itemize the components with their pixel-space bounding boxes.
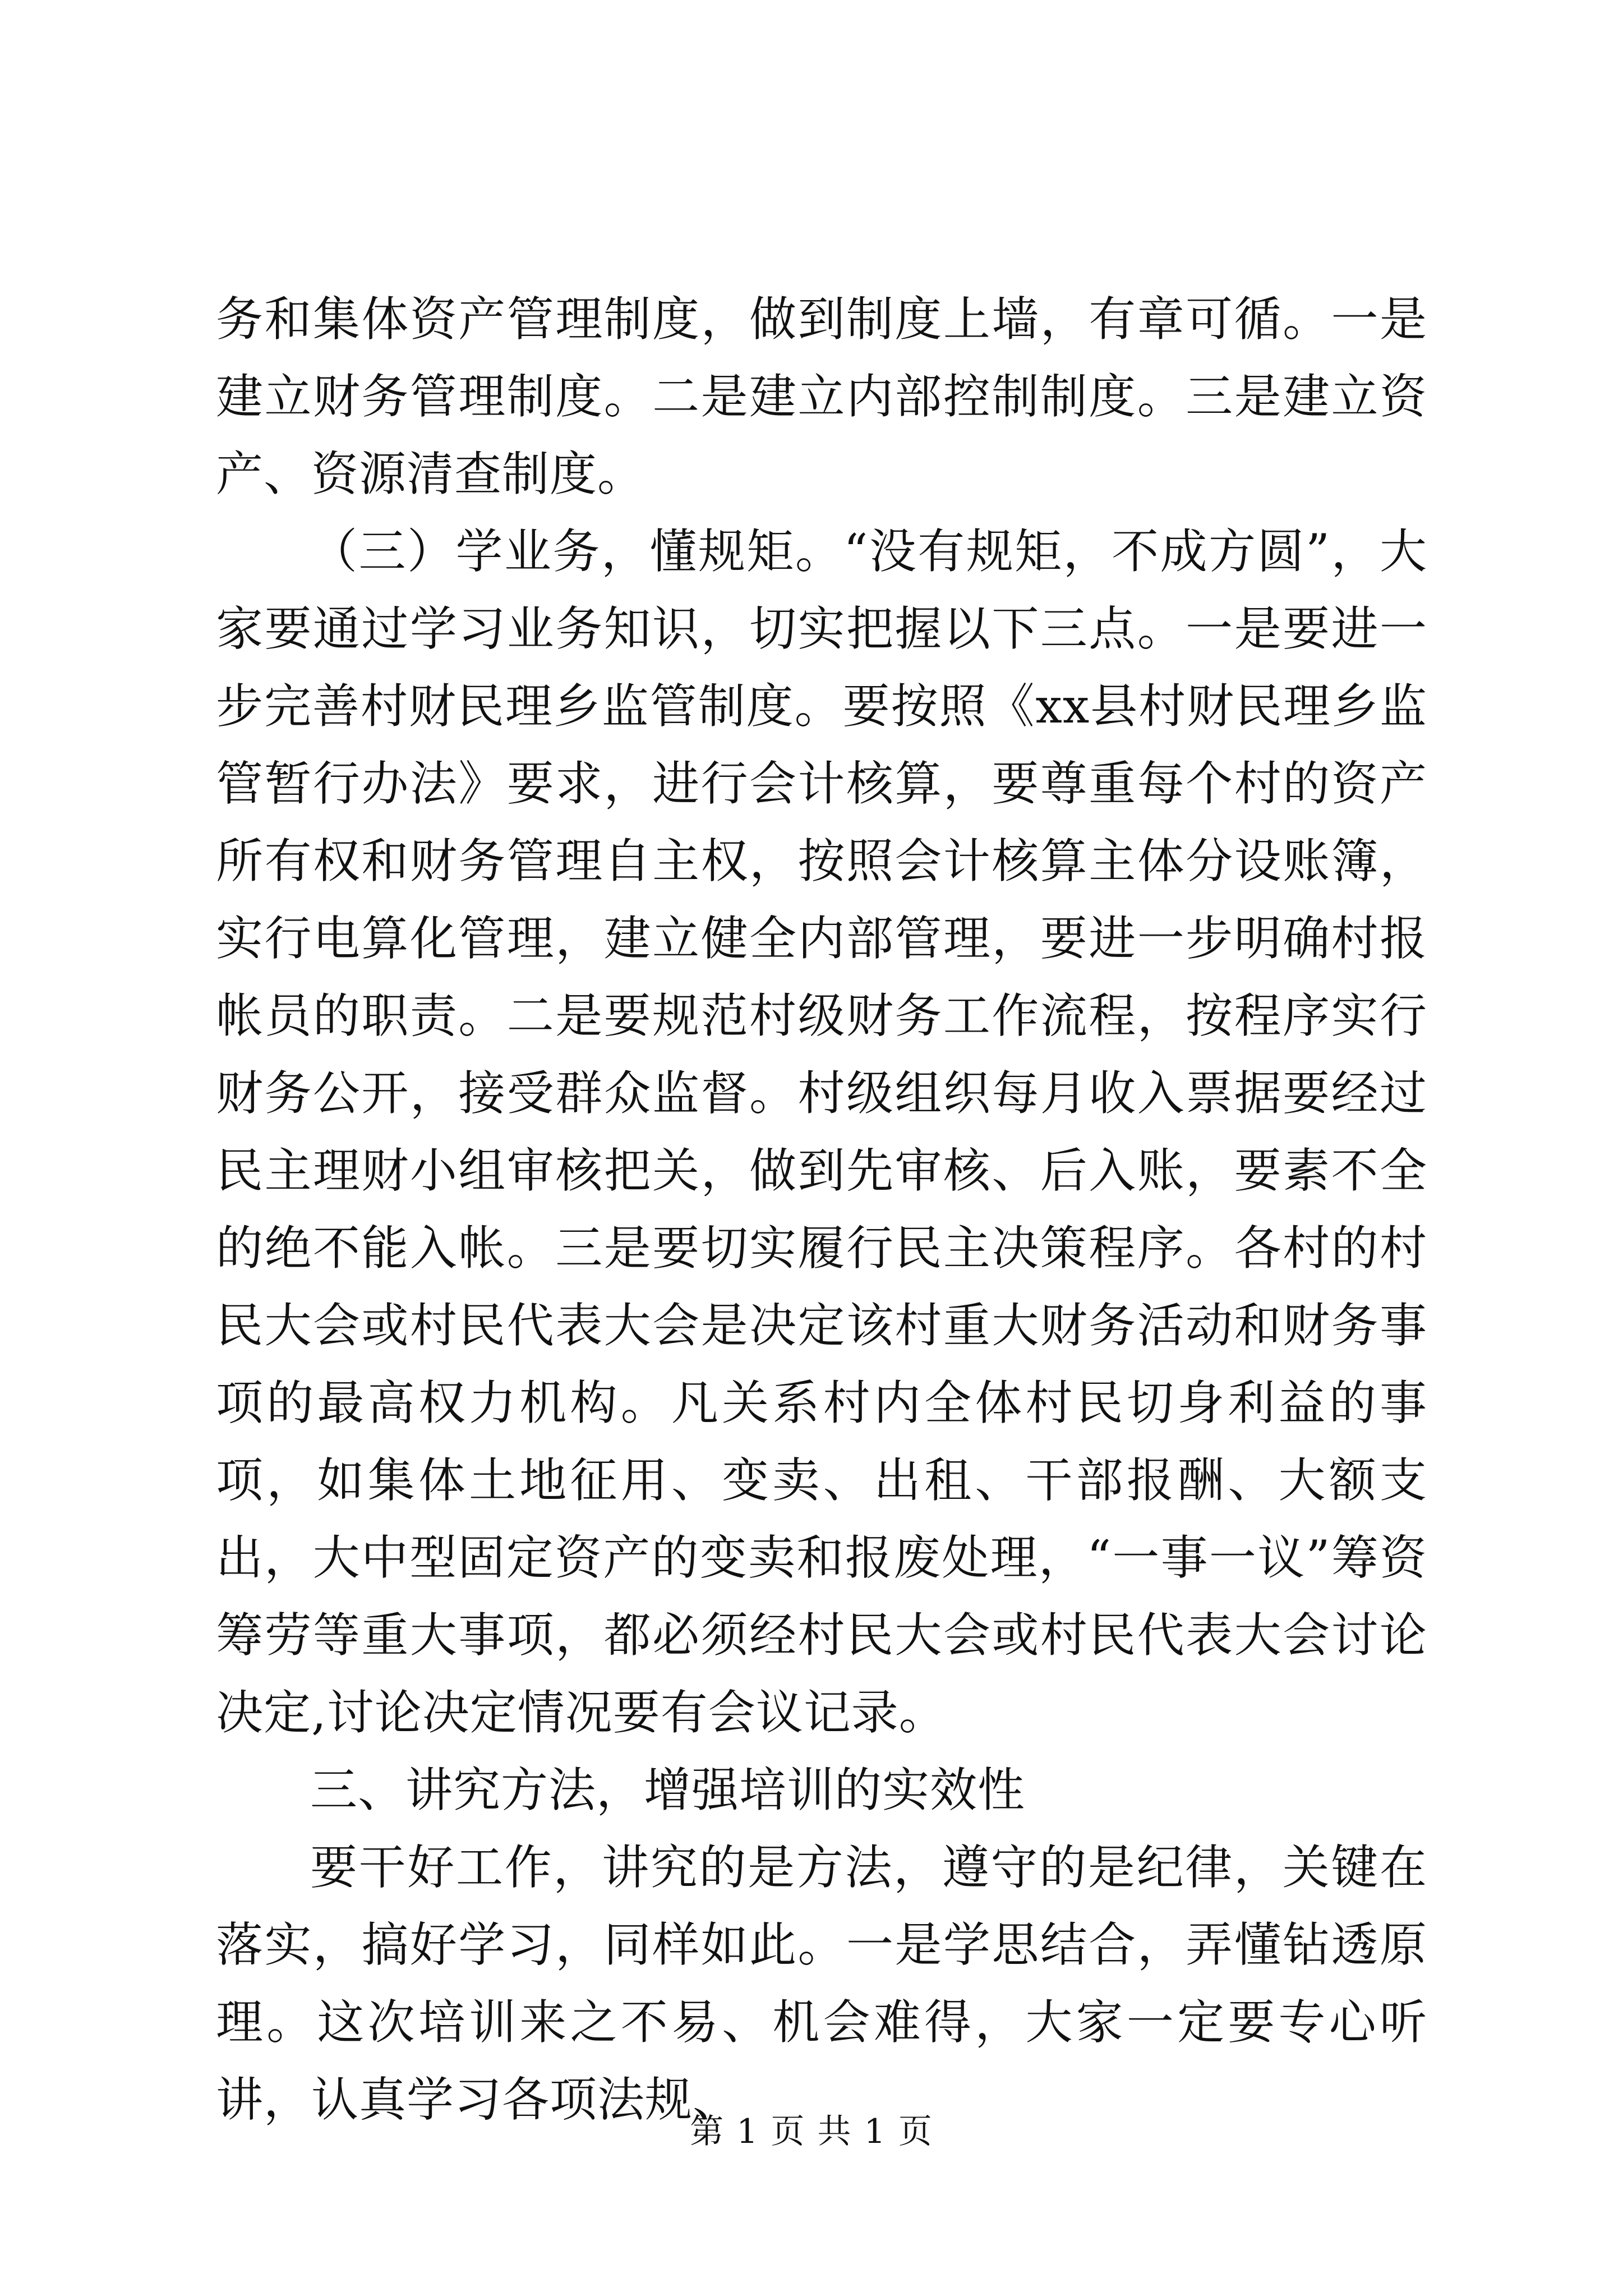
paragraph-methods: 要干好工作，讲究的是方法，遵守的是纪律，关键在落实，搞好学习，同样如此。一是学思结合，弄懂钻透原理。这次培训来之不易、机会难得，大家一定要专心听讲，认真学习各项法规、 <box>216 1840 1427 2127</box>
section-heading-methods: 三、讲究方法，增强培训的实效性 <box>310 1763 1026 1818</box>
page-footer: 第 1 页 共 1 页 <box>690 2112 933 2151</box>
document-body <box>216 280 1427 2138</box>
paragraph-continuation: 务和集体资产管理制度，做到制度上墙，有章可循。一是建立财务管理制度。二是建立内部控制制度。三是建立资产、资源清查制度。 <box>216 292 1427 501</box>
paragraph-section-three-business-rules: （三）学业务，懂规矩。“没有规矩，不成方圆”，大家要通过学习业务知识，切实把握以下三点。一是要进一步完善村财民理乡监管制度。要按照《xx县村财民理乡监管暂行办法》要求，进行会计核算，要尊重每个村的资产所有权和财务管理自主权，按照会计核算主体分设账簿，实行电算化管理，建立健全内部管理，要进一步明确村报帐员的职责。二是要规范村级财务工作流程，按程序实行财务公开，接受群众监督。村级组织每月收入票据要经过民主理财小组审核把关，做到先审核、后入账，要素不全的绝不能入帐。三是要切实履行民主决策程序。各村的村民大会或村民代表大会是决定该村重大财务活动和财务事项的最高权力机构。凡关系村内全体村民切身利益的事项，如集体土地征用、变卖、出租、干部报酬、大额支出，大中型固定资产的变卖和报废处理，“一事一议”筹资筹劳等重大事项，都必须经村民大会或村民代表大会讨论决定,讨论决定情况要有会议记录。 <box>216 524 1427 1740</box>
